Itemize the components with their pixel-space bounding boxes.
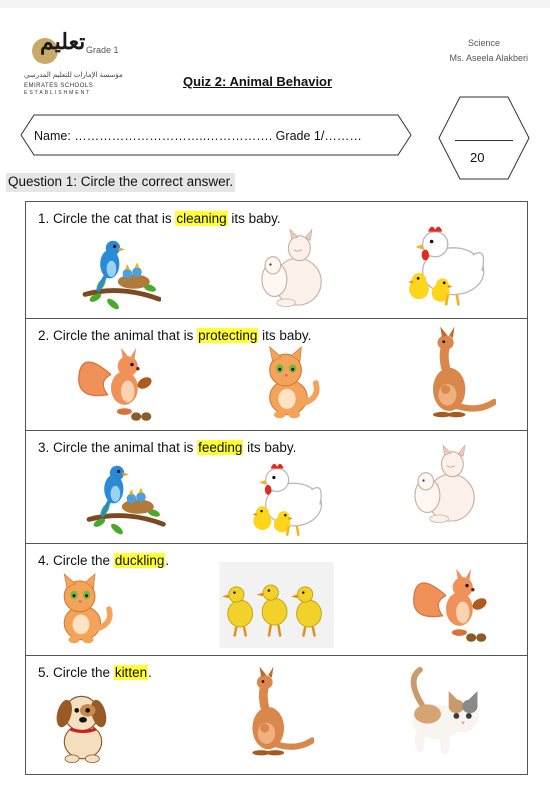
grade-label: Grade 1 bbox=[86, 45, 119, 55]
kitten-icon[interactable] bbox=[46, 568, 116, 650]
question-prompt: Circle the bbox=[53, 665, 114, 680]
logo-wordmark: تعليم bbox=[40, 29, 86, 55]
cat-mother-cleaning-icon[interactable] bbox=[404, 439, 482, 533]
establishment-subtitle: ESTABLISHMENT bbox=[24, 90, 92, 96]
squirrel-icon[interactable] bbox=[36, 341, 196, 425]
establishment-name: EMIRATES SCHOOLS bbox=[24, 83, 94, 89]
quiz-title: Quiz 2: Animal Behavior bbox=[183, 74, 333, 89]
question-suffix: its baby. bbox=[258, 328, 312, 343]
hen-with-chicks-icon[interactable] bbox=[401, 216, 491, 312]
question-prompt: Circle the animal that is bbox=[53, 328, 198, 343]
question-text bbox=[38, 211, 281, 226]
question-row-4 bbox=[26, 544, 527, 656]
question-number: 4. bbox=[38, 553, 50, 568]
subject-label: Science bbox=[467, 38, 500, 48]
hen-with-chicks-icon[interactable] bbox=[246, 457, 328, 539]
score-hexagon bbox=[438, 96, 530, 180]
worksheet-page bbox=[0, 8, 550, 800]
question-row-5 bbox=[26, 656, 527, 774]
cat-mother-cleaning-icon[interactable] bbox=[251, 226, 329, 314]
name-field[interactable]: Name: …………………………..……………. Grade 1/……… bbox=[34, 129, 362, 143]
question-header: Question 1: Circle the correct answer. bbox=[6, 173, 235, 192]
question-number: 5. bbox=[38, 665, 50, 680]
question-suffix: . bbox=[165, 553, 170, 568]
highlighted-keyword: cleaning bbox=[176, 211, 227, 226]
highlighted-keyword: kitten bbox=[114, 665, 148, 680]
question-text bbox=[38, 440, 296, 455]
question-suffix: its baby. bbox=[227, 211, 281, 226]
bird-nest-icon[interactable] bbox=[81, 457, 169, 537]
score-total: 20 bbox=[470, 150, 485, 165]
squirrel-icon[interactable] bbox=[381, 562, 521, 646]
question-prompt: Circle the animal that is bbox=[53, 440, 198, 455]
kitten-icon[interactable] bbox=[251, 341, 323, 425]
question-text bbox=[38, 665, 152, 680]
question-suffix: its baby. bbox=[243, 440, 297, 455]
highlighted-keyword: duckling bbox=[114, 553, 165, 568]
question-number: 1. bbox=[38, 211, 50, 226]
teacher-name: Ms. Aseela Alakberi bbox=[449, 53, 528, 63]
question-row-1 bbox=[26, 202, 527, 319]
question-text bbox=[38, 553, 169, 568]
question-row-3 bbox=[26, 431, 527, 544]
question-number: 3. bbox=[38, 440, 50, 455]
kangaroo-icon[interactable] bbox=[406, 327, 496, 423]
kitten-photo-icon[interactable] bbox=[391, 666, 491, 762]
question-suffix: . bbox=[148, 665, 152, 680]
highlighted-keyword: protecting bbox=[198, 328, 258, 343]
highlighted-keyword: feeding bbox=[198, 440, 243, 455]
question-prompt: Circle the bbox=[53, 553, 114, 568]
kangaroo-icon[interactable] bbox=[226, 662, 314, 766]
establishment-arabic: مؤسسة الإمارات للتعليم المدرسي bbox=[24, 72, 123, 79]
bird-nest-icon[interactable] bbox=[81, 232, 161, 312]
score-blank[interactable] bbox=[455, 140, 513, 141]
question-prompt: Circle the cat that is bbox=[53, 211, 176, 226]
ducklings-icon[interactable] bbox=[218, 562, 335, 648]
puppy-icon[interactable] bbox=[44, 682, 122, 770]
question-table bbox=[25, 201, 528, 775]
question-number: 2. bbox=[38, 328, 50, 343]
question-row-2 bbox=[26, 319, 527, 431]
